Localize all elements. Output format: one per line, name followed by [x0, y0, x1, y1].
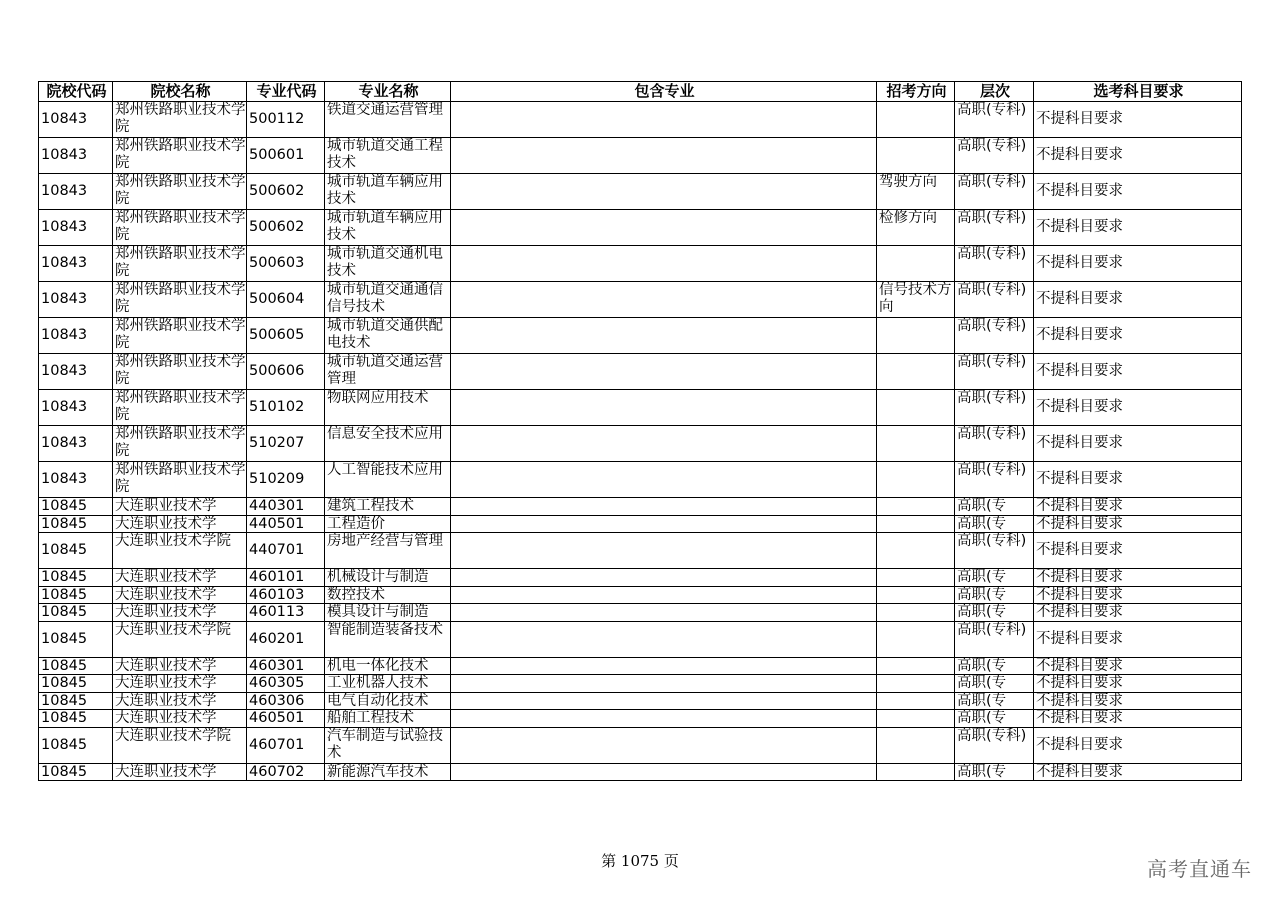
- cell-school-name: 大连职业技术学: [113, 692, 247, 710]
- cell-major-code: 460702: [247, 763, 325, 781]
- cell-direction: [877, 498, 955, 516]
- cell-subject-requirement: 不提科目要求: [1034, 515, 1242, 533]
- cell-school-code: 10843: [39, 102, 113, 138]
- cell-included-majors: [451, 498, 877, 516]
- cell-major-code: 500603: [247, 246, 325, 282]
- table-body: [39, 102, 1242, 781]
- cell-major-code: 460201: [247, 621, 325, 657]
- cell-major-code: 510102: [247, 390, 325, 426]
- cell-level: 高职(专科): [955, 246, 1034, 282]
- cell-school-code: 10843: [39, 210, 113, 246]
- table-row: [39, 586, 1242, 604]
- cell-level: 高职(专: [955, 692, 1034, 710]
- cell-school-name: 郑州铁路职业技术学院: [113, 138, 247, 174]
- cell-included-majors: [451, 318, 877, 354]
- cell-level: 高职(专科): [955, 621, 1034, 657]
- table-row: [39, 515, 1242, 533]
- header-major-code: 专业代码: [247, 82, 325, 102]
- cell-school-code: 10843: [39, 462, 113, 498]
- cell-school-name: 大连职业技术学院: [113, 621, 247, 657]
- header-row: [39, 82, 1242, 102]
- cell-included-majors: [451, 692, 877, 710]
- admissions-table: [38, 81, 1242, 781]
- cell-school-code: 10845: [39, 710, 113, 728]
- cell-school-name: 郑州铁路职业技术学院: [113, 318, 247, 354]
- cell-subject-requirement: 不提科目要求: [1034, 498, 1242, 516]
- cell-major-code: 460101: [247, 569, 325, 587]
- cell-included-majors: [451, 354, 877, 390]
- table-row: [39, 390, 1242, 426]
- cell-subject-requirement: 不提科目要求: [1034, 692, 1242, 710]
- cell-level: 高职(专科): [955, 727, 1034, 763]
- cell-included-majors: [451, 246, 877, 282]
- cell-major-code: 440301: [247, 498, 325, 516]
- cell-school-code: 10845: [39, 604, 113, 622]
- cell-major-code: 460305: [247, 675, 325, 693]
- cell-included-majors: [451, 390, 877, 426]
- cell-direction: [877, 604, 955, 622]
- cell-direction: [877, 727, 955, 763]
- cell-direction: [877, 102, 955, 138]
- cell-direction: [877, 675, 955, 693]
- cell-school-code: 10843: [39, 426, 113, 462]
- cell-subject-requirement: 不提科目要求: [1034, 621, 1242, 657]
- cell-included-majors: [451, 586, 877, 604]
- cell-major-name: 电气自动化技术: [325, 692, 451, 710]
- cell-level: 高职(专科): [955, 533, 1034, 569]
- cell-major-name: 智能制造装备技术: [325, 621, 451, 657]
- header-school-name: 院校名称: [113, 82, 247, 102]
- cell-major-name: 城市轨道交通通信信号技术: [325, 282, 451, 318]
- cell-major-code: 510207: [247, 426, 325, 462]
- cell-school-name: 大连职业技术学: [113, 515, 247, 533]
- cell-major-name: 物联网应用技术: [325, 390, 451, 426]
- table-row: [39, 138, 1242, 174]
- cell-school-name: 大连职业技术学: [113, 710, 247, 728]
- cell-major-code: 460501: [247, 710, 325, 728]
- cell-major-code: 500606: [247, 354, 325, 390]
- cell-school-code: 10843: [39, 174, 113, 210]
- cell-included-majors: [451, 282, 877, 318]
- cell-included-majors: [451, 763, 877, 781]
- cell-direction: [877, 138, 955, 174]
- cell-major-name: 工业机器人技术: [325, 675, 451, 693]
- cell-subject-requirement: 不提科目要求: [1034, 246, 1242, 282]
- cell-school-name: 大连职业技术学: [113, 675, 247, 693]
- cell-subject-requirement: 不提科目要求: [1034, 763, 1242, 781]
- cell-level: 高职(专: [955, 763, 1034, 781]
- cell-major-code: 500602: [247, 210, 325, 246]
- cell-direction: [877, 621, 955, 657]
- table-row: [39, 621, 1242, 657]
- header-subject-requirement: 选考科目要求: [1034, 82, 1242, 102]
- cell-level: 高职(专科): [955, 390, 1034, 426]
- cell-major-code: 440701: [247, 533, 325, 569]
- cell-level: 高职(专科): [955, 354, 1034, 390]
- cell-school-name: 大连职业技术学: [113, 657, 247, 675]
- cell-school-name: 郑州铁路职业技术学院: [113, 210, 247, 246]
- cell-major-name: 城市轨道交通供配电技术: [325, 318, 451, 354]
- cell-included-majors: [451, 569, 877, 587]
- cell-school-name: 郑州铁路职业技术学院: [113, 102, 247, 138]
- cell-school-name: 郑州铁路职业技术学院: [113, 462, 247, 498]
- cell-included-majors: [451, 515, 877, 533]
- cell-direction: [877, 354, 955, 390]
- table-row: [39, 354, 1242, 390]
- cell-subject-requirement: 不提科目要求: [1034, 282, 1242, 318]
- cell-subject-requirement: 不提科目要求: [1034, 174, 1242, 210]
- cell-level: 高职(专: [955, 675, 1034, 693]
- cell-subject-requirement: 不提科目要求: [1034, 710, 1242, 728]
- watermark-logo: 高考直通车: [1147, 857, 1252, 881]
- cell-direction: [877, 692, 955, 710]
- cell-school-code: 10843: [39, 138, 113, 174]
- cell-school-code: 10845: [39, 675, 113, 693]
- cell-major-code: 500602: [247, 174, 325, 210]
- cell-school-name: 大连职业技术学: [113, 763, 247, 781]
- cell-school-code: 10845: [39, 657, 113, 675]
- table-row: [39, 675, 1242, 693]
- page-number: 第 1075 页: [601, 852, 679, 870]
- cell-school-name: 郑州铁路职业技术学院: [113, 390, 247, 426]
- cell-school-name: 大连职业技术学: [113, 604, 247, 622]
- cell-school-name: 郑州铁路职业技术学院: [113, 426, 247, 462]
- table-row: [39, 710, 1242, 728]
- cell-level: 高职(专科): [955, 138, 1034, 174]
- table-row: [39, 692, 1242, 710]
- cell-school-code: 10843: [39, 318, 113, 354]
- cell-subject-requirement: 不提科目要求: [1034, 354, 1242, 390]
- table-row: [39, 533, 1242, 569]
- cell-subject-requirement: 不提科目要求: [1034, 390, 1242, 426]
- cell-included-majors: [451, 102, 877, 138]
- cell-major-code: 500601: [247, 138, 325, 174]
- cell-direction: [877, 657, 955, 675]
- cell-subject-requirement: 不提科目要求: [1034, 604, 1242, 622]
- cell-subject-requirement: 不提科目要求: [1034, 657, 1242, 675]
- cell-school-name: 郑州铁路职业技术学院: [113, 282, 247, 318]
- cell-major-name: 信息安全技术应用: [325, 426, 451, 462]
- table-row: [39, 426, 1242, 462]
- cell-direction: [877, 426, 955, 462]
- cell-school-name: 大连职业技术学: [113, 569, 247, 587]
- cell-level: 高职(专: [955, 515, 1034, 533]
- cell-level: 高职(专: [955, 657, 1034, 675]
- cell-level: 高职(专科): [955, 462, 1034, 498]
- cell-school-code: 10843: [39, 354, 113, 390]
- cell-direction: [877, 318, 955, 354]
- cell-direction: [877, 462, 955, 498]
- cell-subject-requirement: 不提科目要求: [1034, 102, 1242, 138]
- cell-school-code: 10845: [39, 515, 113, 533]
- cell-major-name: 工程造价: [325, 515, 451, 533]
- cell-level: 高职(专科): [955, 426, 1034, 462]
- cell-major-name: 数控技术: [325, 586, 451, 604]
- cell-school-code: 10845: [39, 727, 113, 763]
- cell-major-code: 510209: [247, 462, 325, 498]
- cell-level: 高职(专科): [955, 174, 1034, 210]
- cell-included-majors: [451, 657, 877, 675]
- cell-level: 高职(专: [955, 498, 1034, 516]
- header-included-majors: 包含专业: [451, 82, 877, 102]
- cell-direction: 信号技术方向: [877, 282, 955, 318]
- table-row: [39, 569, 1242, 587]
- cell-included-majors: [451, 727, 877, 763]
- cell-included-majors: [451, 675, 877, 693]
- cell-direction: [877, 246, 955, 282]
- cell-school-code: 10845: [39, 569, 113, 587]
- cell-subject-requirement: 不提科目要求: [1034, 586, 1242, 604]
- cell-direction: [877, 710, 955, 728]
- cell-subject-requirement: 不提科目要求: [1034, 138, 1242, 174]
- cell-subject-requirement: 不提科目要求: [1034, 675, 1242, 693]
- cell-school-name: 大连职业技术学院: [113, 533, 247, 569]
- cell-level: 高职(专: [955, 604, 1034, 622]
- table-row: [39, 174, 1242, 210]
- cell-level: 高职(专科): [955, 102, 1034, 138]
- cell-major-code: 460301: [247, 657, 325, 675]
- cell-direction: [877, 569, 955, 587]
- cell-school-name: 郑州铁路职业技术学院: [113, 354, 247, 390]
- cell-included-majors: [451, 533, 877, 569]
- cell-major-code: 500112: [247, 102, 325, 138]
- cell-direction: [877, 763, 955, 781]
- cell-included-majors: [451, 174, 877, 210]
- cell-major-name: 城市轨道交通机电技术: [325, 246, 451, 282]
- cell-major-name: 铁道交通运营管理: [325, 102, 451, 138]
- cell-major-code: 500604: [247, 282, 325, 318]
- cell-school-name: 大连职业技术学: [113, 498, 247, 516]
- cell-included-majors: [451, 710, 877, 728]
- cell-subject-requirement: 不提科目要求: [1034, 318, 1242, 354]
- cell-school-name: 大连职业技术学: [113, 586, 247, 604]
- cell-major-name: 模具设计与制造: [325, 604, 451, 622]
- cell-level: 高职(专: [955, 569, 1034, 587]
- table-row: [39, 462, 1242, 498]
- table-row: [39, 246, 1242, 282]
- cell-school-code: 10845: [39, 763, 113, 781]
- header-school-code: 院校代码: [39, 82, 113, 102]
- cell-level: 高职(专科): [955, 282, 1034, 318]
- cell-school-code: 10845: [39, 533, 113, 569]
- cell-direction: 检修方向: [877, 210, 955, 246]
- cell-major-name: 船舶工程技术: [325, 710, 451, 728]
- cell-major-name: 新能源汽车技术: [325, 763, 451, 781]
- table-row: [39, 318, 1242, 354]
- cell-school-code: 10845: [39, 621, 113, 657]
- header-major-name: 专业名称: [325, 82, 451, 102]
- cell-school-code: 10843: [39, 246, 113, 282]
- cell-level: 高职(专科): [955, 318, 1034, 354]
- cell-subject-requirement: 不提科目要求: [1034, 462, 1242, 498]
- cell-school-name: 郑州铁路职业技术学院: [113, 174, 247, 210]
- cell-direction: [877, 515, 955, 533]
- cell-major-name: 汽车制造与试验技术: [325, 727, 451, 763]
- cell-subject-requirement: 不提科目要求: [1034, 569, 1242, 587]
- table-row: [39, 102, 1242, 138]
- cell-subject-requirement: 不提科目要求: [1034, 210, 1242, 246]
- cell-school-code: 10843: [39, 390, 113, 426]
- table-row: [39, 604, 1242, 622]
- header-direction: 招考方向: [877, 82, 955, 102]
- cell-level: 高职(专: [955, 586, 1034, 604]
- cell-subject-requirement: 不提科目要求: [1034, 533, 1242, 569]
- cell-subject-requirement: 不提科目要求: [1034, 727, 1242, 763]
- cell-major-name: 城市轨道交通工程技术: [325, 138, 451, 174]
- cell-school-code: 10845: [39, 586, 113, 604]
- cell-included-majors: [451, 621, 877, 657]
- cell-included-majors: [451, 604, 877, 622]
- cell-school-name: 郑州铁路职业技术学院: [113, 246, 247, 282]
- table-row: [39, 498, 1242, 516]
- cell-subject-requirement: 不提科目要求: [1034, 426, 1242, 462]
- cell-major-name: 城市轨道车辆应用技术: [325, 210, 451, 246]
- header-level: 层次: [955, 82, 1034, 102]
- cell-major-name: 机电一体化技术: [325, 657, 451, 675]
- cell-level: 高职(专: [955, 710, 1034, 728]
- cell-major-code: 460306: [247, 692, 325, 710]
- cell-school-name: 大连职业技术学院: [113, 727, 247, 763]
- cell-major-name: 房地产经营与管理: [325, 533, 451, 569]
- cell-major-code: 500605: [247, 318, 325, 354]
- cell-included-majors: [451, 426, 877, 462]
- cell-included-majors: [451, 462, 877, 498]
- table-row: [39, 727, 1242, 763]
- cell-major-code: 460701: [247, 727, 325, 763]
- cell-school-code: 10845: [39, 692, 113, 710]
- table-row: [39, 210, 1242, 246]
- cell-included-majors: [451, 210, 877, 246]
- cell-included-majors: [451, 138, 877, 174]
- cell-major-name: 城市轨道交通运营管理: [325, 354, 451, 390]
- cell-school-code: 10845: [39, 498, 113, 516]
- cell-major-name: 建筑工程技术: [325, 498, 451, 516]
- cell-major-name: 人工智能技术应用: [325, 462, 451, 498]
- table-row: [39, 763, 1242, 781]
- cell-major-name: 机械设计与制造: [325, 569, 451, 587]
- cell-major-code: 440501: [247, 515, 325, 533]
- cell-direction: [877, 586, 955, 604]
- cell-major-code: 460103: [247, 586, 325, 604]
- cell-direction: [877, 390, 955, 426]
- table-row: [39, 282, 1242, 318]
- cell-major-code: 460113: [247, 604, 325, 622]
- table-row: [39, 657, 1242, 675]
- cell-level: 高职(专科): [955, 210, 1034, 246]
- cell-direction: 驾驶方向: [877, 174, 955, 210]
- cell-major-name: 城市轨道车辆应用技术: [325, 174, 451, 210]
- cell-direction: [877, 533, 955, 569]
- cell-school-code: 10843: [39, 282, 113, 318]
